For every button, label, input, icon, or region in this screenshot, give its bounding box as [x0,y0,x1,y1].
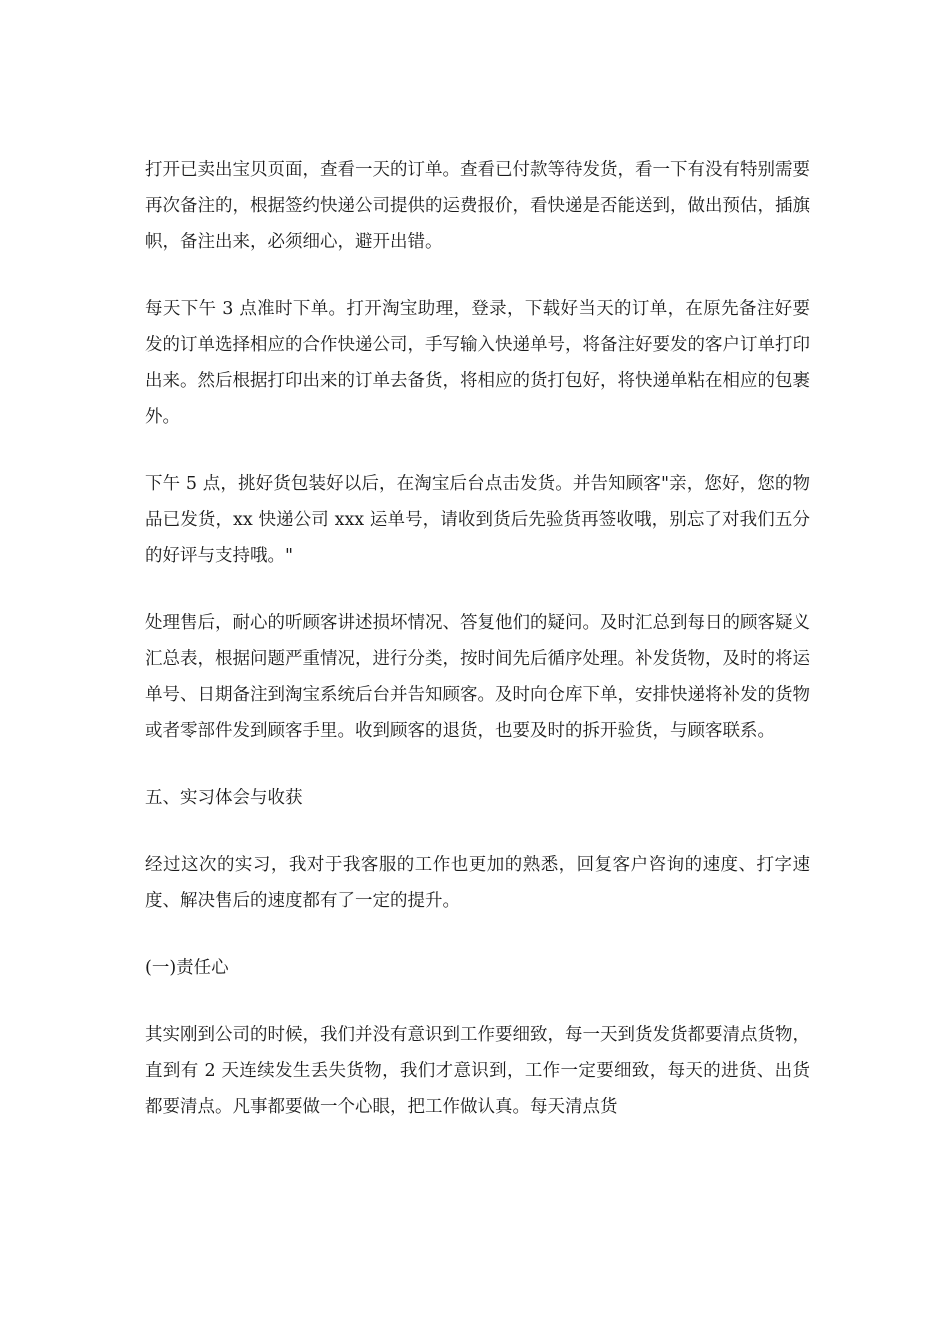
paragraph-internship-gains: 经过这次的实习，我对于我客服的工作也更加的熟悉，回复客户咨询的速度、打字速度、解决售后的速度都有了一定的提升。 [145,855,810,911]
subheading-responsibility: (一)责任心 [145,958,229,978]
section-heading: 五、实习体会与收获 [145,788,303,808]
document-body [145,152,810,1156]
paragraph-daily-orders: 每天下午 3 点准时下单。打开淘宝助理，登录，下载好当天的订单，在原先备注好要发的订单选择相应的合作快递公司，手写输入快递单号，将备注好要发的客户订单打印出来。然后根据打印出来的订单去备货，将相应的货打包好，将快递单粘在相应的包裹外。 [145,299,810,427]
paragraph-responsibility: 其实刚到公司的时候，我们并没有意识到工作要细致，每一天到货发货都要清点货物，直到有 2 天连续发生丢失货物，我们才意识到，工作一定要细致，每天的进货、出货都要清点。凡事都要做一个心眼，把工作做认真。每天清点货 [145,1025,810,1117]
paragraph-after-sales: 处理售后，耐心的听顾客讲述损坏情况、答复他们的疑问。及时汇总到每日的顾客疑义汇总表，根据问题严重情况，进行分类，按时间先后循序处理。补发货物，及时的将运单号、日期备注到淘宝系统后台并告知顾客。及时向仓库下单，安排快递将补发的货物或者零部件发到顾客手里。收到顾客的退货，也要及时的拆开验货，与顾客联系。 [145,613,810,741]
paragraph-order-check: 打开已卖出宝贝页面，查看一天的订单。查看已付款等待发货，看一下有没有特别需要再次备注的，根据签约快递公司提供的运费报价，看快递是否能送到，做出预估，插旗帜，备注出来，必须细心，避开出错。 [145,160,810,252]
paragraph-shipping-notice: 下午 5 点，挑好货包装好以后，在淘宝后台点击发货。并告知顾客"亲，您好，您的物品已发货，xx 快递公司 xxx 运单号，请收到货后先验货再签收哦，别忘了对我们五分的好评与支持哦。" [145,474,810,566]
